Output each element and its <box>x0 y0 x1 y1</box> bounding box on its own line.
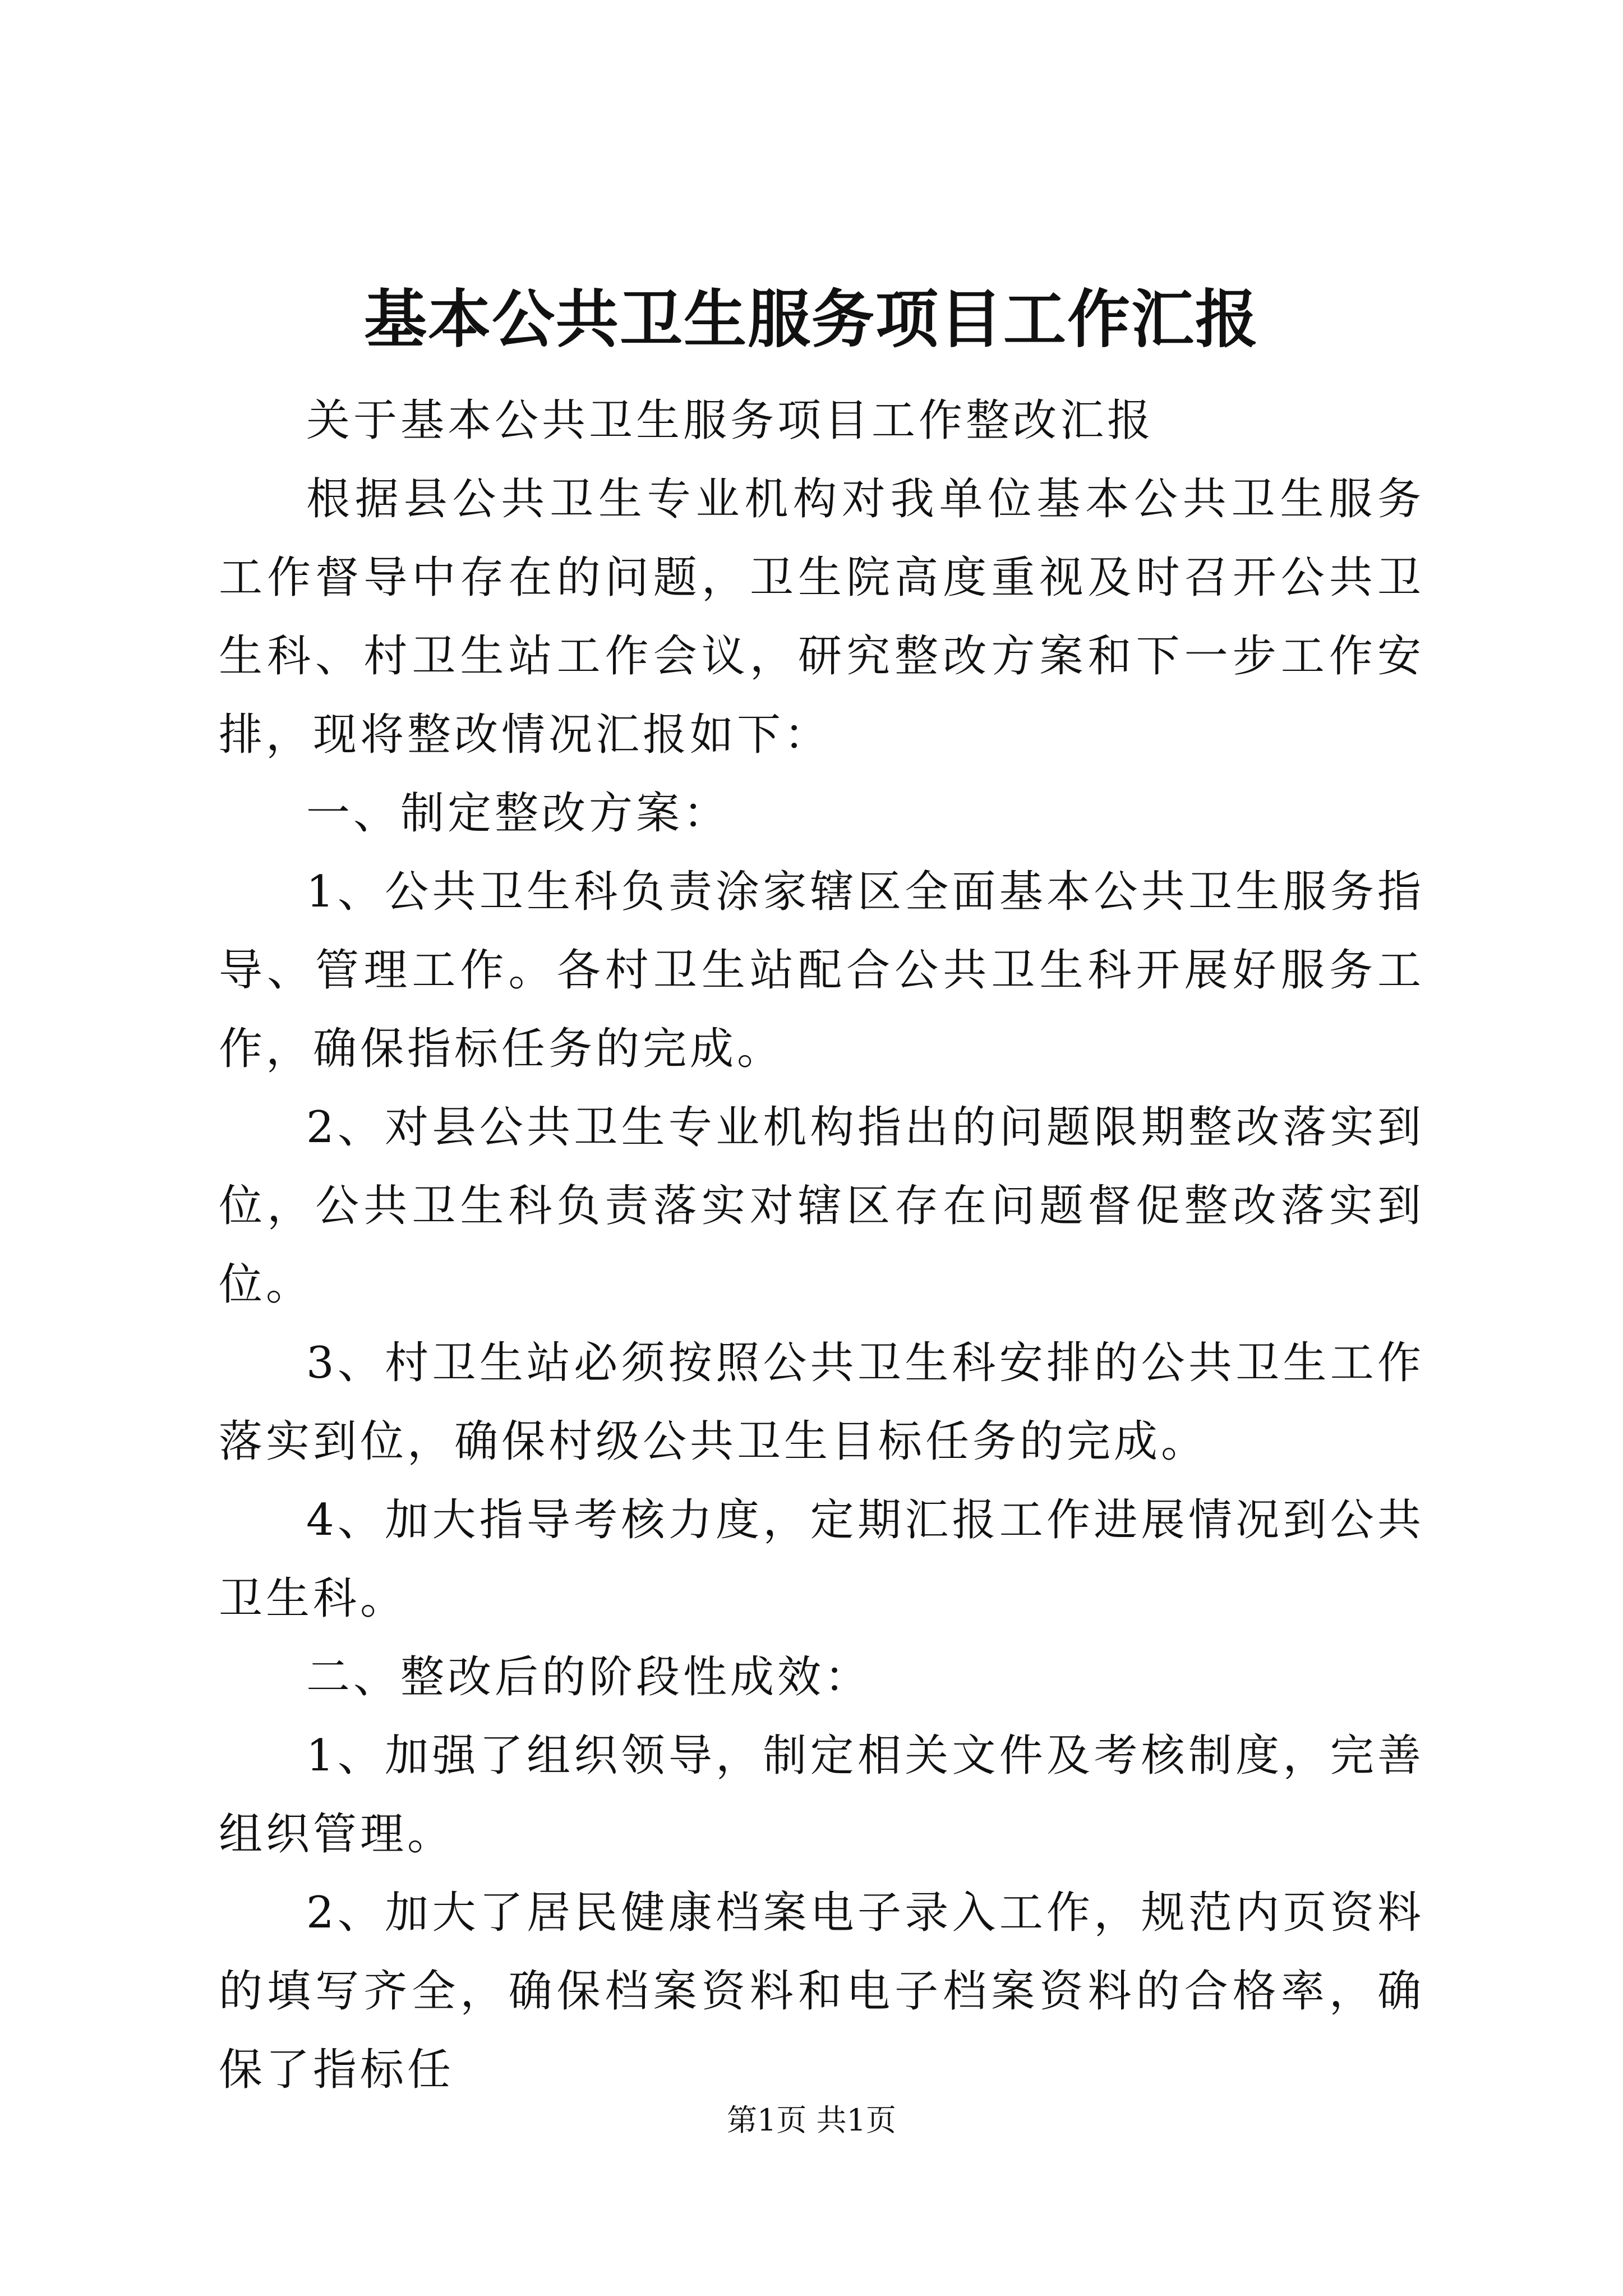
paragraph-item-1-3: 3、村卫生站必须按照公共卫生科安排的公共卫生工作落实到位，确保村级公共卫生目标任务的完成。 <box>219 1338 1424 1467</box>
paragraph-item-1-2: 2、对县公共卫生专业机构指出的问题限期整改落实到位，公共卫生科负责落实对辖区存在问题督促整改落实到位。 <box>219 1102 1424 1310</box>
document-body <box>219 381 1424 2109</box>
paragraph-subtitle: 关于基本公共卫生服务项目工作整改汇报 <box>306 395 1155 446</box>
paragraph-item-2-1: 1、加强了组织领导，制定相关文件及考核制度，完善组织管理。 <box>219 1731 1424 1860</box>
page-footer: 第1页 共1页 <box>727 2102 896 2138</box>
section-heading-2: 二、整改后的阶段性成效： <box>306 1652 872 1703</box>
paragraph-item-2-2: 2、加大了居民健康档案电子录入工作，规范内页资料的填写齐全，确保档案资料和电子档案资料的合格率，确保了指标任 <box>219 1888 1424 2095</box>
paragraph-item-1-1: 1、公共卫生科负责涂家辖区全面基本公共卫生服务指导、管理工作。各村卫生站配合公共卫生科开展好服务工作，确保指标任务的完成。 <box>219 867 1424 1074</box>
paragraph-intro: 根据县公共卫生专业机构对我单位基本公共卫生服务工作督导中存在的问题，卫生院高度重视及时召开公共卫生科、村卫生站工作会议，研究整改方案和下一步工作安排，现将整改情况汇报如下： <box>219 474 1424 760</box>
document-title: 基本公共卫生服务项目工作汇报 <box>364 283 1259 356</box>
section-heading-1: 一、制定整改方案： <box>306 788 731 839</box>
paragraph-item-1-4: 4、加大指导考核力度，定期汇报工作进展情况到公共卫生科。 <box>219 1495 1424 1624</box>
